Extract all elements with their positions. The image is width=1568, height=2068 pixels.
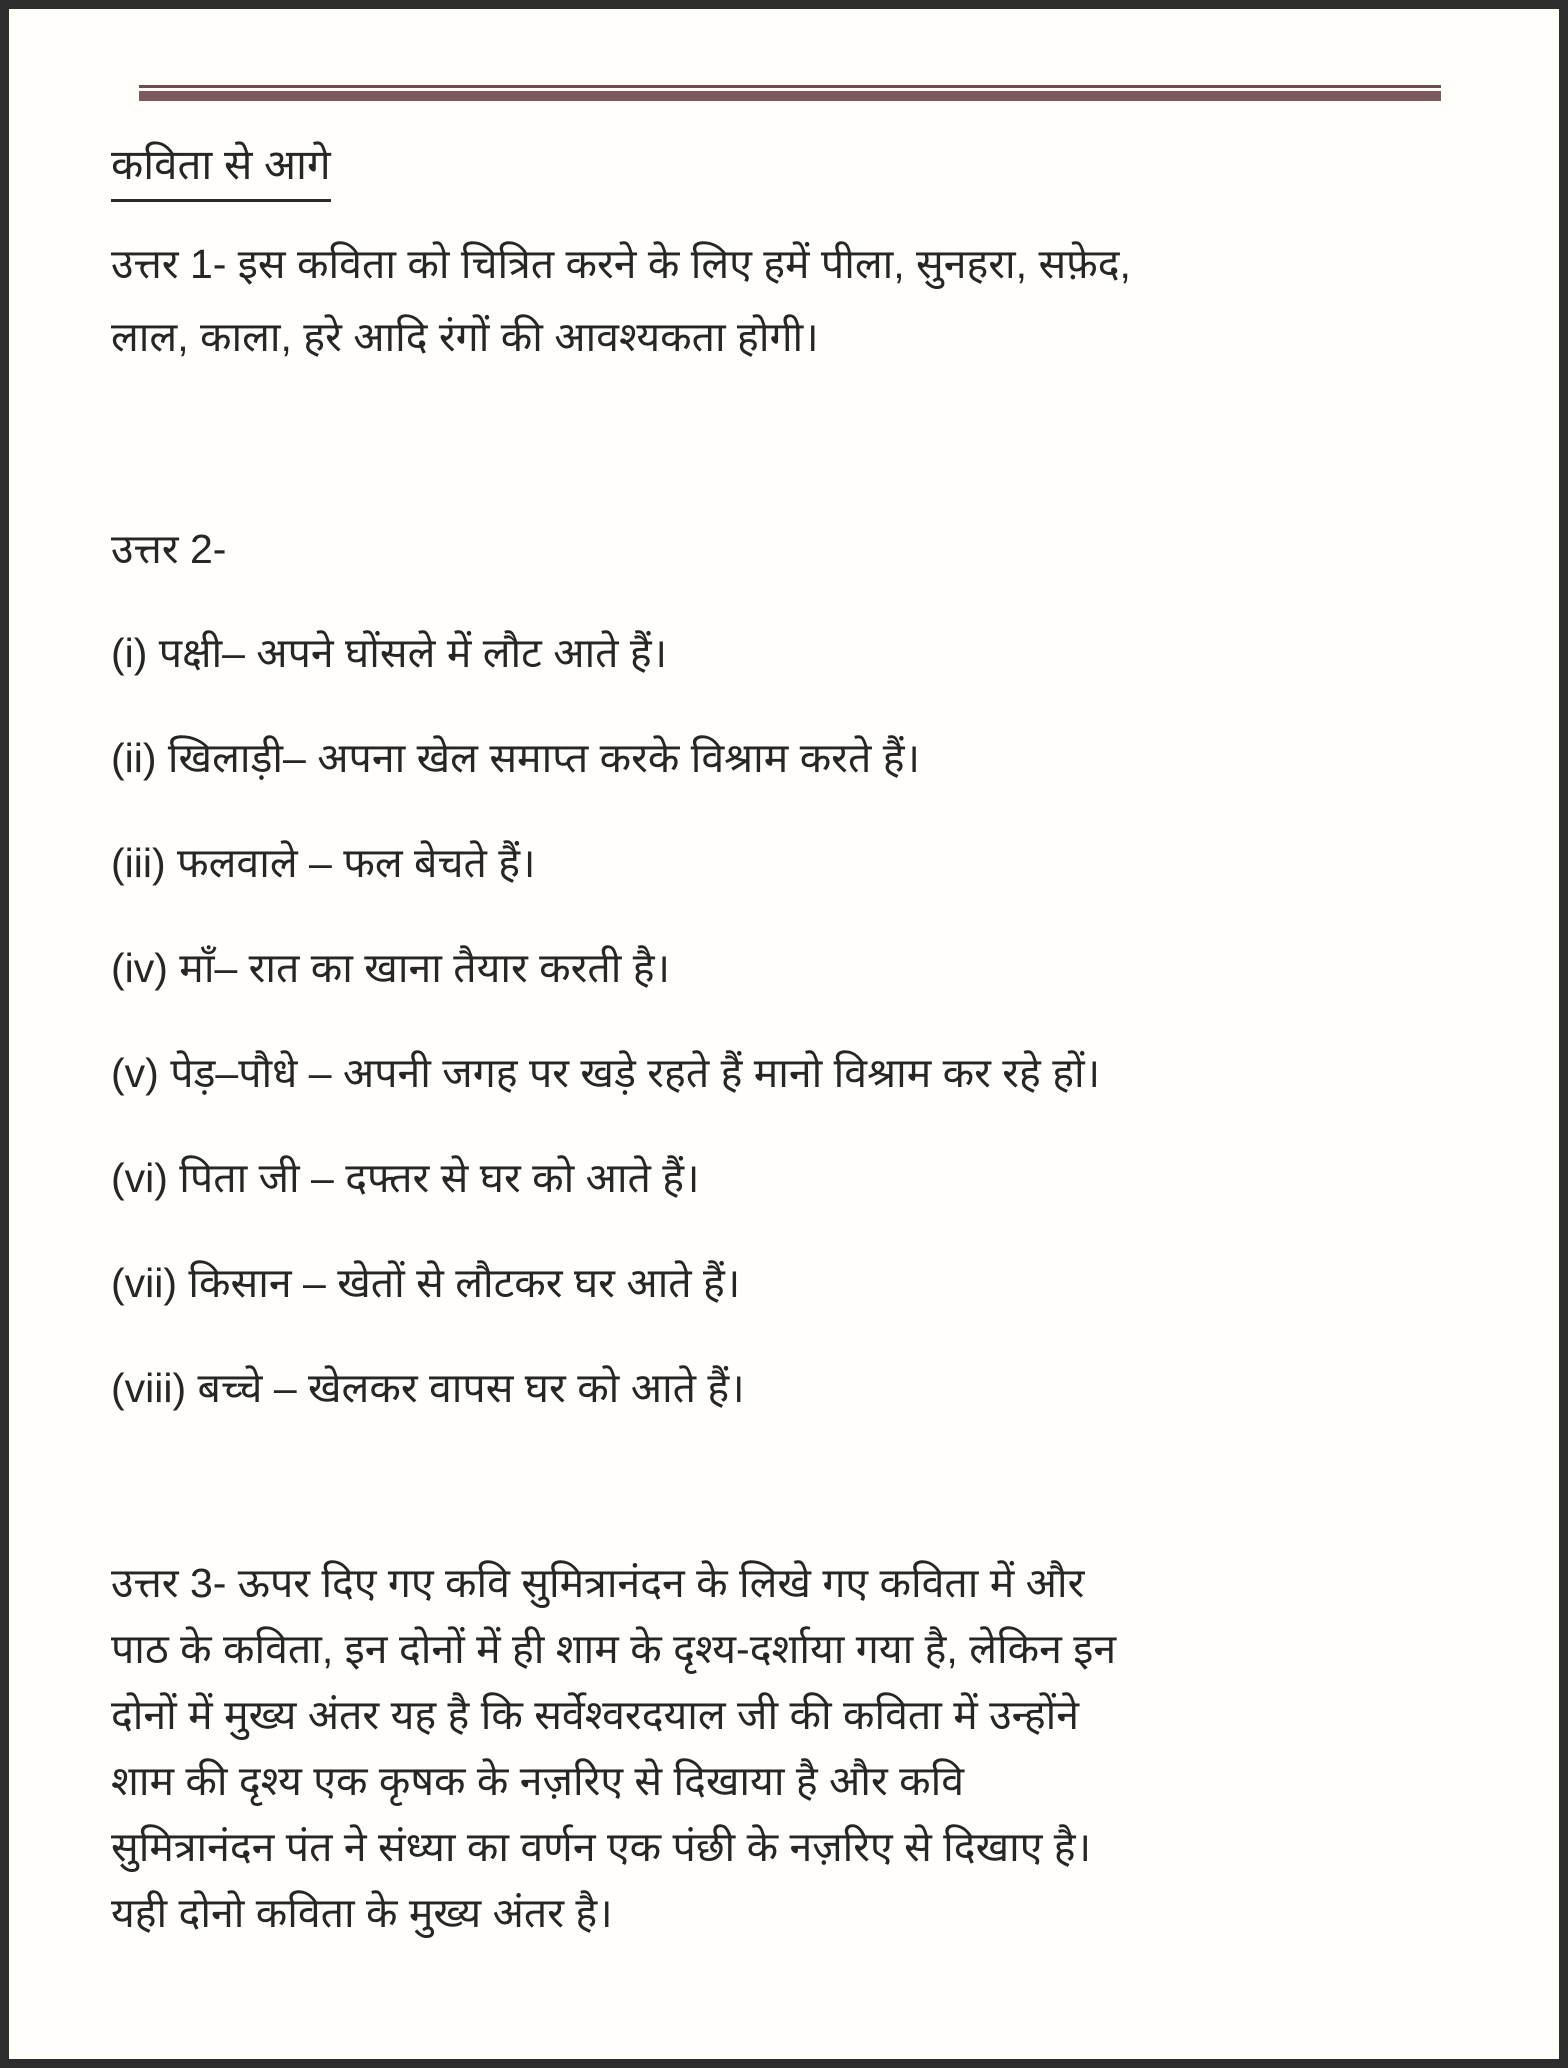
answer-3-line: उत्तर 3- ऊपर दिए गए कवि सुमित्रानंदन के लिखे गए कविता में और bbox=[111, 1559, 1085, 1606]
answer-3-line: पाठ के कविता, इन दोनों में ही शाम के दृश्य-दर्शाया गया है, लेकिन इन bbox=[111, 1625, 1117, 1672]
answer-2-item: (ii) खिलाड़ी– अपना खेल समाप्त करके विश्राम करते हैं। bbox=[111, 734, 921, 781]
top-divider bbox=[139, 85, 1441, 101]
page-title bbox=[111, 137, 1459, 202]
answer-1-line: उत्तर 1- इस कविता को चित्रित करने के लिए हमें पीला, सुनहरा, सफ़ेद, bbox=[111, 240, 1131, 287]
answer-2-label: उत्तर 2- bbox=[111, 525, 227, 572]
answer-2-item: (iii) फलवाले – फल बेचते हैं। bbox=[111, 839, 536, 886]
page-title-text: कविता से आगे bbox=[111, 137, 331, 202]
answer-2-item: (viii) बच्चे – खेलकर वापस घर को आते हैं। bbox=[111, 1364, 745, 1411]
answer-3-line: सुमित्रानंदन पंत ने संध्या का वर्णन एक पंछी के नज़रिए से दिखाए है। bbox=[111, 1823, 1092, 1870]
answer-3-paragraph bbox=[111, 1550, 1459, 1946]
answer-2-item: (v) पेड़–पौधे – अपनी जगह पर खड़े रहते हैं मानो विश्राम कर रहे हों। bbox=[111, 1049, 1101, 1096]
answer-2-list bbox=[111, 623, 1459, 1418]
answer-2-item: (vi) पिता जी – दफ्तर से घर को आते हैं। bbox=[111, 1154, 700, 1201]
answer-3-line: दोनों में मुख्य अंतर यह है कि सर्वेश्वरदयाल जी की कविता में उन्होंने bbox=[111, 1691, 1080, 1738]
page-content bbox=[9, 9, 1559, 1946]
answer-2-item: (i) पक्षी– अपने घोंसले में लौट आते हैं। bbox=[111, 629, 668, 676]
answer-2-item: (iv) माँ– रात का खाना तैयार करती है। bbox=[111, 944, 671, 991]
answer-3-line: यही दोनो कविता के मुख्य अंतर है। bbox=[111, 1889, 613, 1936]
answer-1-paragraph bbox=[111, 228, 1459, 374]
top-divider-thick-line bbox=[139, 91, 1441, 101]
answer-2-item: (vii) किसान – खेतों से लौटकर घर आते हैं। bbox=[111, 1259, 741, 1306]
answer-3-line: शाम की दृश्य एक कृषक के नज़रिए से दिखाया है और कवि bbox=[111, 1757, 965, 1804]
answer-1-line: लाल, काला, हरे आदि रंगों की आवश्यकता होगी। bbox=[111, 313, 819, 360]
